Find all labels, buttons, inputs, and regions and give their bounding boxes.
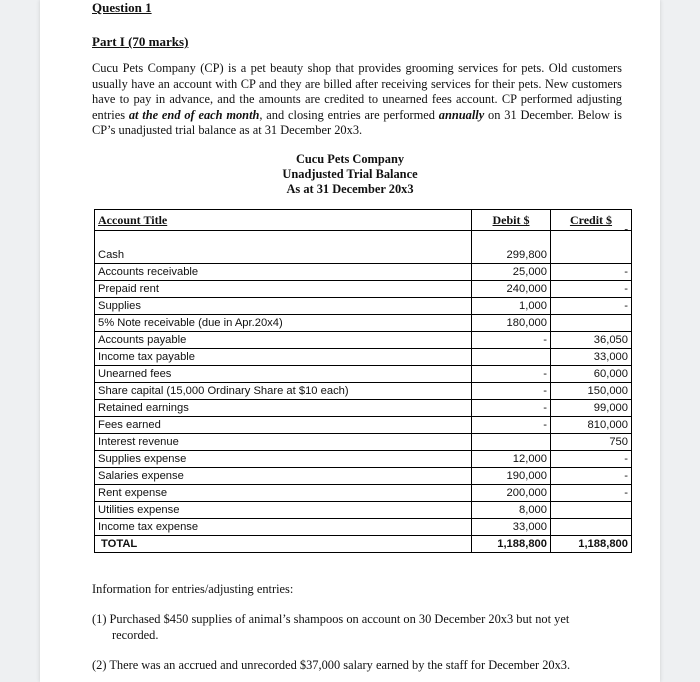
table-row: [95, 315, 632, 332]
credit-amount: -: [551, 468, 632, 485]
intro-text-1: Cucu Pets Company (CP) is a pet beauty shop that provides grooming services for pets. Old customers usually have an account with CP and they are billed after receiving services for their pets. New customers have to pay in advance, and the amounts are credited to unearned fees account. CP performed adjusting entries: [92, 61, 622, 122]
statement-title: Unadjusted Trial Balance: [282, 167, 418, 181]
statement-date: As at 31 December 20x3: [286, 182, 414, 196]
debit-amount: [472, 349, 551, 366]
info-item-1: (1) Purchased $450 supplies of animal’s shampoos on account on 30 December 20x3 but not yet: [92, 612, 570, 626]
info-title: Information for entries/adjusting entries:: [92, 582, 294, 596]
question-title: Question 1: [92, 0, 152, 15]
credit-amount: 36,050: [551, 332, 632, 349]
credit-amount: -: [551, 485, 632, 502]
total-credit: 1,188,800: [551, 536, 632, 553]
debit-amount: 12,000: [472, 451, 551, 468]
table-row: [95, 349, 632, 366]
part-title: Part I (70 marks): [92, 34, 189, 49]
debit-amount: 190,000: [472, 468, 551, 485]
credit-amount: [551, 519, 632, 536]
debit-amount: 25,000: [472, 264, 551, 281]
credit-amount: -: [551, 281, 632, 298]
credit-amount: -: [551, 451, 632, 468]
table-row: [95, 417, 632, 434]
credit-amount: [551, 247, 632, 264]
document-page: [40, 0, 660, 682]
account-title: Prepaid rent: [95, 281, 472, 298]
account-title: Supplies: [95, 298, 472, 315]
account-title: Rent expense: [95, 485, 472, 502]
account-title: Income tax expense: [95, 519, 472, 536]
header-account-title: Account Title: [95, 210, 472, 231]
table-row: [95, 383, 632, 400]
debit-amount: -: [472, 332, 551, 349]
debit-amount: 1,000: [472, 298, 551, 315]
credit-amount: 99,000: [551, 400, 632, 417]
credit-amount: 60,000: [551, 366, 632, 383]
account-title: 5% Note receivable (due in Apr.20x4): [95, 315, 472, 332]
table-row: [95, 298, 632, 315]
total-debit: 1,188,800: [472, 536, 551, 553]
table-row: [95, 332, 632, 349]
table-row: [95, 281, 632, 298]
info-item-2: (2) There was an accrued and unrecorded $37,000 salary earned by the staff for December 20x3.: [92, 658, 571, 672]
table-spacer-row: [95, 231, 632, 248]
credit-amount: 33,000: [551, 349, 632, 366]
debit-amount: 299,800: [472, 247, 551, 264]
debit-amount: 180,000: [472, 315, 551, 332]
intro-emphasis-annually: annually: [438, 107, 485, 122]
account-title: Interest revenue: [95, 434, 472, 451]
account-title: Accounts receivable: [95, 264, 472, 281]
table-total-row: [95, 536, 632, 553]
header-debit: Debit $: [472, 210, 551, 231]
account-title: Income tax payable: [95, 349, 472, 366]
account-title: Cash: [95, 247, 472, 264]
credit-amount: [551, 315, 632, 332]
header-credit: Credit $ -: [551, 210, 632, 231]
account-title: Utilities expense: [95, 502, 472, 519]
header-credit-mark: -: [624, 223, 628, 235]
total-label: TOTAL: [95, 536, 472, 553]
intro-paragraph: [92, 61, 622, 139]
table-row: [95, 451, 632, 468]
account-title: Share capital (15,000 Ordinary Share at $10 each): [95, 383, 472, 400]
account-title: Supplies expense: [95, 451, 472, 468]
trial-balance-table: [94, 209, 632, 553]
table-row: [95, 247, 632, 264]
table-row: [95, 485, 632, 502]
table-row: [95, 502, 632, 519]
debit-amount: 33,000: [472, 519, 551, 536]
company-name: Cucu Pets Company: [295, 152, 405, 166]
table-row: [95, 400, 632, 417]
table-row: [95, 434, 632, 451]
debit-amount: 240,000: [472, 281, 551, 298]
debit-amount: -: [472, 383, 551, 400]
credit-amount: -: [551, 264, 632, 281]
table-row: [95, 468, 632, 485]
table-row: [95, 264, 632, 281]
debit-amount: -: [472, 400, 551, 417]
debit-amount: [472, 434, 551, 451]
intro-text-2: , and closing entries are performed: [259, 107, 439, 122]
table-header-row: [95, 210, 632, 231]
debit-amount: -: [472, 417, 551, 434]
credit-amount: 810,000: [551, 417, 632, 434]
account-title: Fees earned: [95, 417, 472, 434]
intro-emphasis-month-end: at the end of each month: [128, 107, 260, 122]
info-item-1-continued: recorded.: [112, 628, 159, 642]
account-title: Accounts payable: [95, 332, 472, 349]
account-title: Salaries expense: [95, 468, 472, 485]
credit-amount: 750: [551, 434, 632, 451]
table-row: [95, 519, 632, 536]
credit-amount: -: [551, 298, 632, 315]
credit-amount: [551, 502, 632, 519]
account-title: Unearned fees: [95, 366, 472, 383]
debit-amount: 8,000: [472, 502, 551, 519]
debit-amount: -: [472, 366, 551, 383]
credit-amount: 150,000: [551, 383, 632, 400]
intro-text-3: on 31 December. Below is CP’s unadjusted trial balance as at 31 December 20x3.: [92, 107, 623, 138]
account-title: Retained earnings: [95, 400, 472, 417]
table-row: [95, 366, 632, 383]
debit-amount: 200,000: [472, 485, 551, 502]
